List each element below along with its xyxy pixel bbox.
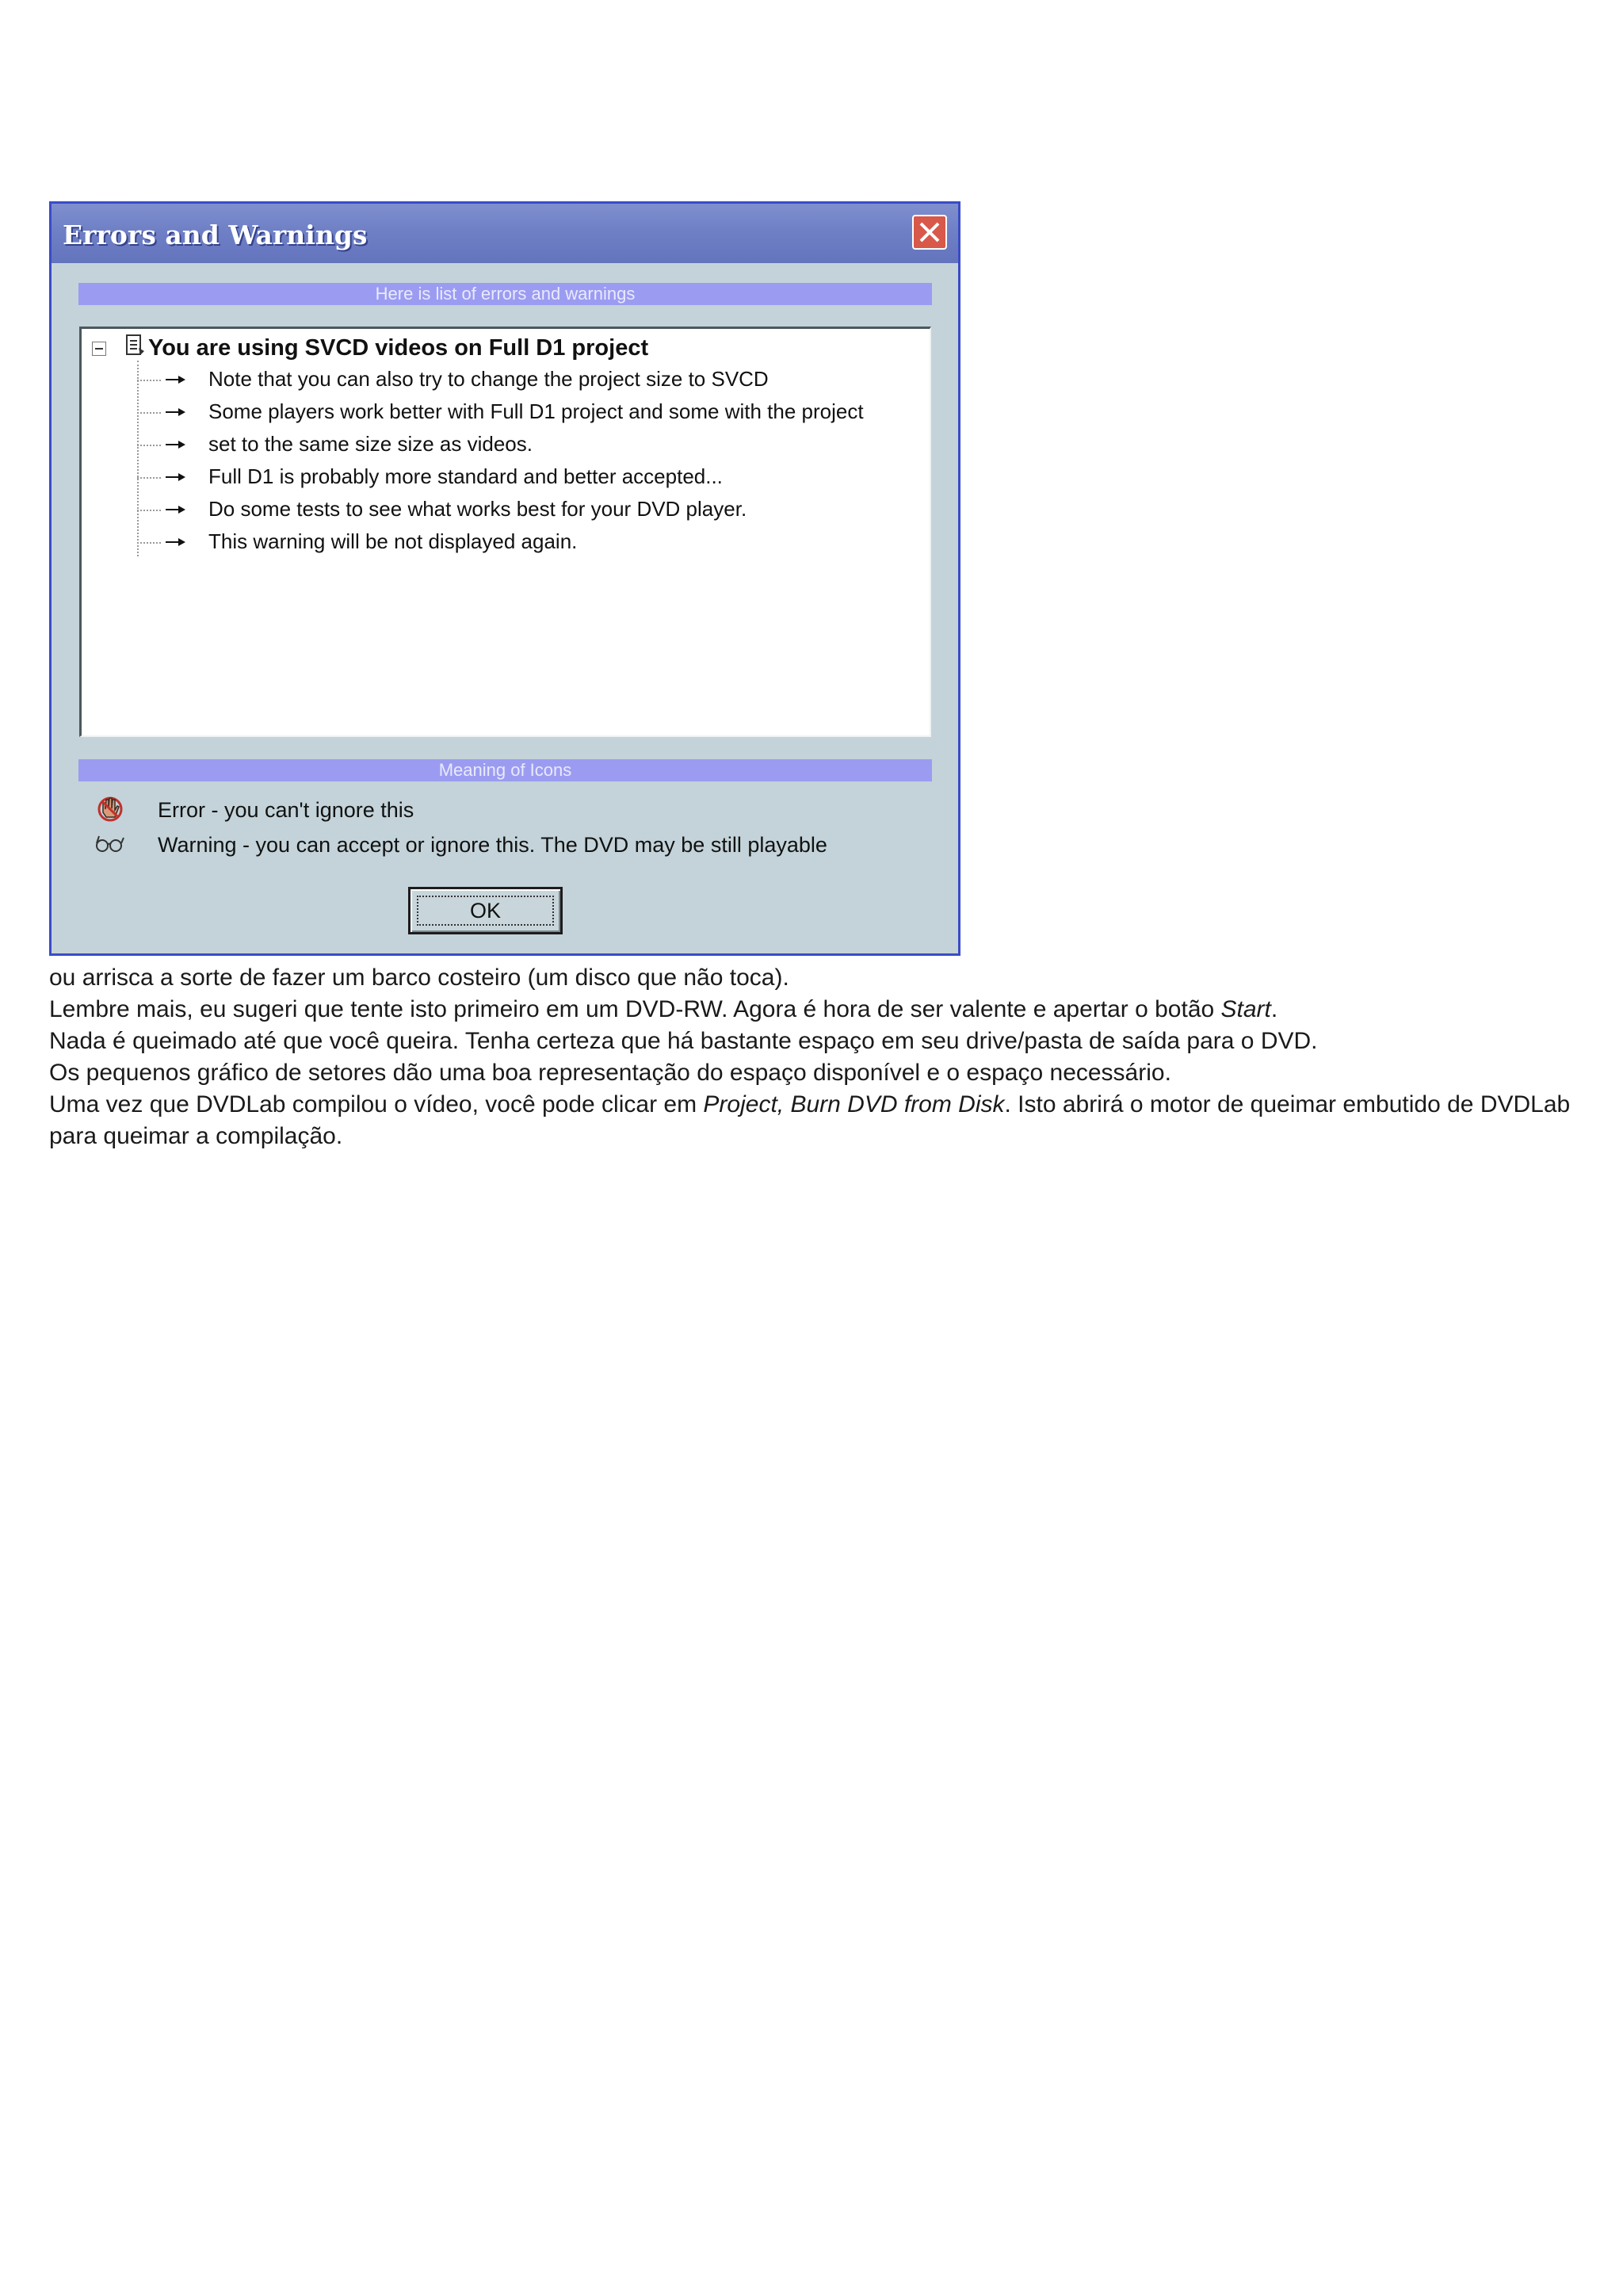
emphasis-menu-path: Project, Burn DVD from Disk (703, 1091, 1005, 1117)
paragraph: Lembre mais, eu sugeri que tente isto primeiro em um DVD-RW. Agora é hora de ser valente e apertar o botão Start. (49, 996, 1278, 1022)
tree-item-label: This warning will be not displayed again. (208, 529, 578, 553)
tree-item[interactable] (137, 461, 922, 493)
error-hand-icon (93, 793, 129, 825)
tree-item[interactable] (137, 429, 922, 460)
collapse-toggle[interactable] (92, 342, 106, 356)
list-section-header: Here is list of errors and warnings (78, 283, 932, 305)
close-button[interactable] (912, 215, 947, 250)
legend-error-text: Error - you can't ignore this (158, 798, 414, 822)
icons-section-header: Meaning of Icons (78, 759, 932, 781)
legend-error-row (93, 793, 885, 825)
tree-root-item[interactable]: You are using SVCD videos on Full D1 project (148, 335, 649, 361)
close-icon (914, 216, 945, 248)
arrow-right-icon (164, 438, 188, 451)
dialog-titlebar[interactable] (52, 204, 958, 263)
ok-button[interactable] (408, 887, 563, 934)
document-icon (125, 334, 146, 357)
tree-item[interactable] (137, 526, 922, 558)
errors-warnings-dialog (49, 201, 960, 956)
arrow-right-icon (164, 471, 188, 483)
tree-item[interactable] (137, 364, 922, 395)
emphasis-start: Start (1220, 996, 1271, 1022)
tree-item-label: Note that you can also try to change the project size to SVCD (208, 367, 769, 391)
paragraph: Nada é queimado até que você queira. Tenha certeza que há bastante espaço em seu drive/pasta de saída para o DVD. (49, 1028, 1318, 1054)
legend-warning-row (93, 828, 885, 860)
tree-item[interactable] (137, 494, 922, 525)
tree-item-label: Do some tests to see what works best for your DVD player. (208, 497, 747, 521)
tree-item-label: Some players work better with Full D1 project and some with the project (208, 399, 864, 423)
arrow-right-icon (164, 536, 188, 548)
paragraph: ou arrisca a sorte de fazer um barco costeiro (um disco que não toca). (49, 965, 789, 991)
arrow-right-icon (164, 406, 188, 418)
tree-item-label: Full D1 is probably more standard and better accepted... (208, 464, 723, 488)
ok-button-label: OK (469, 899, 501, 923)
legend-warning-text: Warning - you can accept or ignore this. The DVD may be still playable (158, 833, 827, 857)
paragraph: Uma vez que DVDLab compilou o vídeo, você pode clicar em Project, Burn DVD from Disk. Isto abrirá o motor de queimar embutido de DVDLab para queimar a compilação. (49, 1091, 1571, 1149)
tree-item-label: set to the same size size as videos. (208, 432, 533, 456)
paragraph: Os pequenos gráfico de setores dão uma boa representação do espaço disponível e o espaço necessário. (49, 1060, 1171, 1086)
article-body (49, 962, 1602, 1152)
arrow-right-icon (164, 373, 188, 386)
tree-item[interactable] (137, 396, 922, 428)
arrow-right-icon (164, 503, 188, 516)
warning-glasses-icon (93, 828, 129, 860)
dialog-title: Errors and Warnings (63, 220, 368, 250)
errors-tree-view[interactable] (79, 327, 931, 737)
